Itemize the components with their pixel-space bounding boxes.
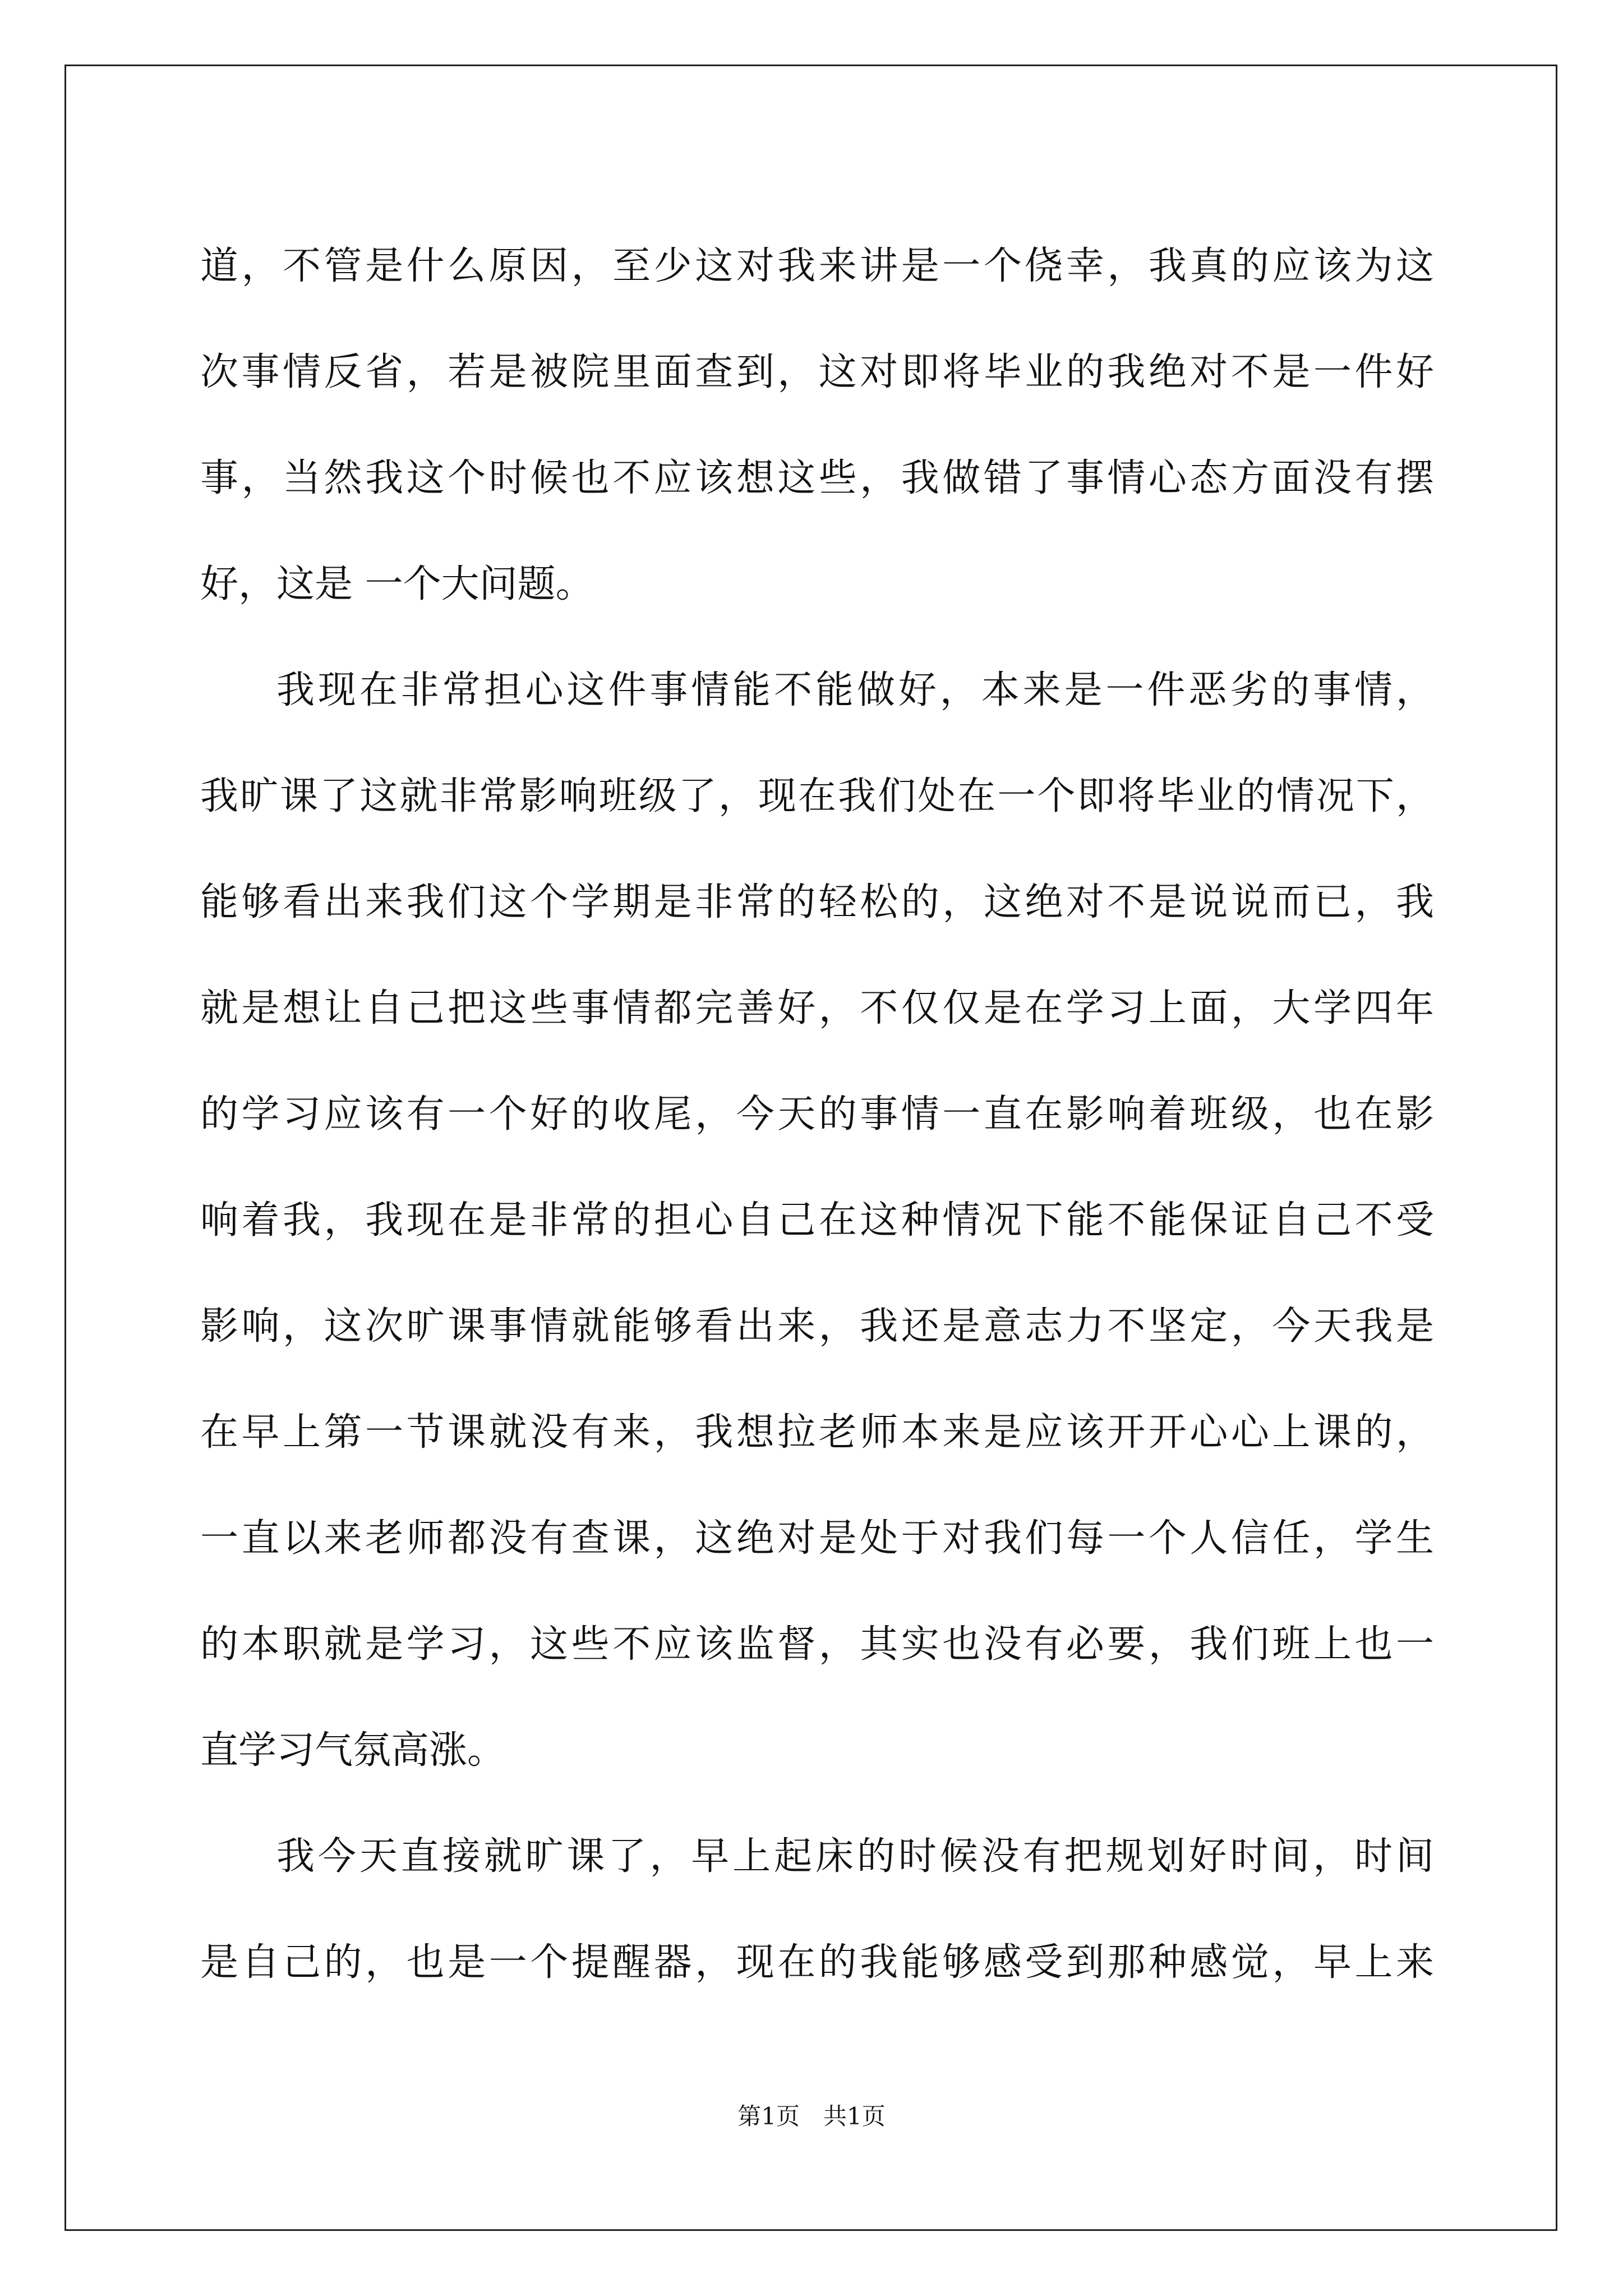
text-line: 是自己的，也是一个提醒器，现在的我能够感受到那种感觉，早上来 bbox=[200, 1940, 1434, 1985]
text-line: 影响，这次旷课事情就能够看出来，我还是意志力不坚定，今天我是 bbox=[200, 1304, 1434, 1349]
page-number: 第1页 bbox=[737, 2102, 800, 2130]
text-line: 我今天直接就旷课了，早上起床的时候没有把规划好时间，时间 bbox=[276, 1834, 1434, 1879]
text-line: 在早上第一节课就没有来，我想拉老师本来是应该开开心心上课的， bbox=[200, 1410, 1434, 1455]
text-line: 的学习应该有一个好的收尾，今天的事情一直在影响着班级，也在影 bbox=[200, 1092, 1434, 1137]
text-line: 能够看出来我们这个学期是非常的轻松的，这绝对不是说说而已，我 bbox=[200, 880, 1434, 924]
text-line: 我现在非常担心这件事情能不能做好，本来是一件恶劣的事情， bbox=[276, 668, 1434, 712]
text-line: 道，不管是什么原因，至少这对我来讲是一个侥幸，我真的应该为这 bbox=[200, 244, 1434, 288]
text-line: 直学习气氛高涨。 bbox=[200, 1728, 506, 1773]
text-line: 事，当然我这个时候也不应该想这些，我做错了事情心态方面没有摆 bbox=[200, 456, 1434, 500]
text-line: 次事情反省，若是被院里面查到，这对即将毕业的我绝对不是一件好 bbox=[200, 350, 1434, 394]
page-footer bbox=[0, 2098, 1623, 2132]
text-line: 的本职就是学习，这些不应该监督，其实也没有必要，我们班上也一 bbox=[200, 1622, 1434, 1667]
text-line: 一直以来老师都没有查课，这绝对是处于对我们每一个人信任，学生 bbox=[200, 1516, 1434, 1561]
document-body bbox=[200, 213, 1434, 2016]
text-line: 好，这是 一个大问题。 bbox=[200, 562, 594, 606]
page-total: 共1页 bbox=[823, 2102, 886, 2130]
text-line: 就是想让自己把这些事情都完善好，不仅仅是在学习上面，大学四年 bbox=[200, 986, 1434, 1030]
text-line: 我旷课了这就非常影响班级了，现在我们处在一个即将毕业的情况下， bbox=[200, 774, 1434, 818]
text-line: 响着我，我现在是非常的担心自己在这种情况下能不能保证自己不受 bbox=[200, 1198, 1434, 1243]
